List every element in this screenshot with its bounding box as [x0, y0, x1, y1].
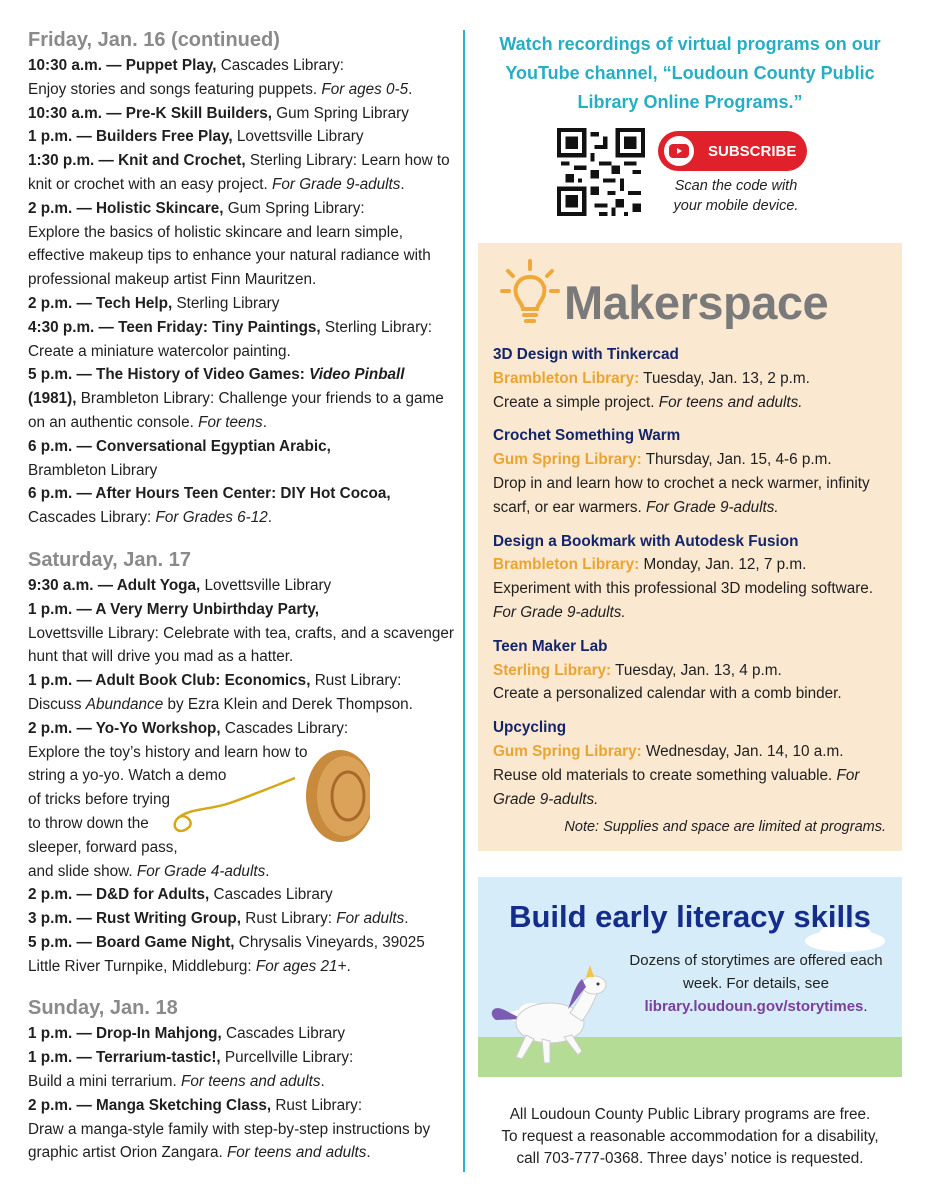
event-audience: For ages 0-5	[321, 80, 409, 98]
event-desc: Create a miniature watercolor painting.	[28, 342, 291, 360]
makerspace-audience: For teens and adults.	[658, 393, 803, 411]
footer-line: To request a reasonable accommodation for a disability,	[501, 1128, 879, 1145]
event-title: 3 p.m. — Rust Writing Group,	[28, 910, 242, 928]
footer-notice	[478, 1104, 902, 1170]
yoyo-line-2: string a yo-yo. Watch a demo	[28, 767, 227, 785]
punct: .	[366, 1144, 371, 1162]
event-title: 2 p.m. — D&D for Adults,	[28, 886, 210, 904]
punct: .	[408, 80, 413, 98]
makerspace-item	[493, 635, 893, 706]
event-place: Sterling Library: Learn how to knit or crochet with an easy project.	[28, 152, 450, 193]
event-place: Rust Library:	[241, 910, 337, 928]
event-title: 5 p.m. — The History of Video Games:	[28, 366, 310, 384]
yoyo-line-3: of tricks before trying	[28, 791, 170, 809]
event-audience: For Grade 9-adults	[272, 175, 401, 193]
event-title: 10:30 a.m. — Pre-K Skill Builders,	[28, 104, 272, 122]
makerspace-datetime: Tuesday, Jan. 13, 4 p.m.	[611, 661, 782, 679]
makerspace-item-desc	[493, 391, 893, 415]
makerspace-box	[478, 243, 902, 851]
event-title: 1 p.m. — Drop-In Mahjong,	[28, 1025, 222, 1043]
event-place: Lovettsville Library	[200, 576, 332, 594]
event-place: Purcellville Library:	[220, 1049, 354, 1067]
makerspace-datetime: Thursday, Jan. 15, 4-6 p.m.	[641, 451, 832, 469]
storytimes-link[interactable]: library.loudoun.gov/storytimes	[644, 998, 864, 1015]
event-place: Gum Spring Library:	[223, 199, 365, 217]
makerspace-item-title: Teen Maker Lab	[493, 637, 608, 655]
makerspace-item-title: 3D Design with Tinkercad	[493, 346, 679, 363]
punct: .	[267, 509, 273, 527]
makerspace-note: Note: Supplies and space are limited at programs.	[564, 819, 886, 835]
makerspace-item-title: Upcycling	[493, 719, 567, 737]
makerspace-item-desc	[493, 682, 893, 706]
makerspace-item-when	[493, 553, 893, 577]
makerspace-audience: For Grade 9-adults.	[493, 766, 860, 808]
makerspace-datetime: Wednesday, Jan. 14, 10 a.m.	[641, 742, 844, 760]
makerspace-title: Makerspace	[564, 276, 829, 329]
makerspace-item-when	[493, 659, 893, 683]
event-audience: For adults	[336, 910, 405, 928]
event-place: Cascades Library:	[216, 57, 344, 74]
event-item	[28, 598, 456, 669]
subscribe-button[interactable]	[658, 131, 807, 171]
makerspace-item	[493, 424, 893, 519]
makerspace-desc-text: Create a personalized calendar with a comb binder.	[493, 685, 842, 703]
makerspace-desc-text: Create a simple project.	[493, 393, 659, 411]
event-item	[28, 574, 456, 598]
punct: .	[262, 413, 267, 431]
event-item	[28, 1046, 456, 1094]
event-item	[28, 197, 456, 292]
saturday-heading: Saturday, Jan. 17	[28, 548, 192, 571]
event-audience: For teens	[198, 413, 263, 431]
makerspace-library: Gum Spring Library:	[493, 742, 642, 760]
makerspace-library: Brambleton Library:	[493, 556, 640, 574]
literacy-title: Build early literacy skills	[509, 899, 871, 934]
event-title: 1 p.m. — Adult Book Club: Economics,	[28, 672, 311, 690]
event-desc: Discuss	[28, 695, 86, 713]
event-item	[28, 292, 456, 316]
event-title-italic	[309, 366, 404, 383]
yoyo-line-1: Explore the toy’s history and learn how to	[28, 743, 308, 761]
punct: .	[400, 175, 405, 193]
youtube-icon	[664, 136, 694, 166]
makerspace-desc-text: Reuse old materials to create something valuable.	[493, 766, 837, 784]
footer-line: call 703-777-0368. Three days’ notice is requested.	[516, 1150, 864, 1167]
event-desc: Cascades Library:	[28, 509, 156, 527]
makerspace-library: Gum Spring Library:	[493, 451, 642, 469]
yoyo-line-6: and slide show.	[28, 862, 137, 880]
event-place: Cascades Library	[221, 1025, 346, 1043]
makerspace-item-desc	[493, 764, 893, 812]
makerspace-list	[493, 343, 893, 821]
column-divider	[463, 30, 465, 1172]
makerspace-library: Sterling Library:	[493, 661, 612, 679]
yoyo-image	[170, 748, 370, 868]
punct: .	[320, 1073, 325, 1091]
event-place: Gum Spring Library	[272, 104, 409, 122]
makerspace-item-title: Crochet Something Warm	[493, 427, 681, 445]
event-item	[28, 363, 456, 434]
makerspace-item-title: Design a Bookmark with Autodesk Fusion	[493, 532, 799, 550]
event-title: 2 p.m. — Holistic Skincare,	[28, 199, 224, 217]
event-item	[28, 102, 456, 126]
event-audience: Abundance	[85, 695, 164, 713]
makerspace-item-when	[493, 448, 893, 472]
unicorn-icon	[486, 965, 626, 1070]
event-title: 1 p.m. — Terrarium-tastic!,	[28, 1049, 221, 1067]
saturday-events	[28, 574, 456, 717]
makerspace-desc-text: Drop in and learn how to crochet a neck warmer, infinity scarf, or ear warmers.	[493, 474, 870, 516]
event-title: 1 p.m. — Builders Free Play,	[28, 128, 233, 146]
subscribe-label: SUBSCRIBE	[708, 142, 797, 160]
yoyo-line-4: to throw down the	[28, 814, 149, 832]
event-item	[28, 669, 456, 717]
literacy-box	[478, 877, 902, 1077]
friday-events	[28, 54, 456, 530]
event-item	[28, 907, 456, 931]
sunday-heading: Sunday, Jan. 18	[28, 997, 178, 1020]
makerspace-desc-text: Experiment with this professional 3D modeling software.	[493, 580, 874, 598]
events-column	[28, 26, 456, 1165]
punct: .	[404, 910, 409, 928]
friday-heading: Friday, Jan. 16 (continued)	[28, 29, 280, 51]
makerspace-item-when	[493, 367, 893, 391]
event-desc: Draw a manga-style family with step-by-step instructions by graphic artist Orion Zangara.	[28, 1120, 431, 1162]
event-place: Rust Library:	[310, 672, 402, 690]
event-item	[28, 883, 456, 907]
punct: by Ezra Klein and Derek Thompson.	[163, 695, 413, 713]
event-place: Chrysalis Vineyards, 39025 Little River Turnpike, Middleburg:	[28, 933, 425, 975]
event-title-cont: (1981),	[28, 390, 77, 408]
event-item	[28, 316, 456, 364]
makerspace-item	[493, 716, 893, 811]
makerspace-item-desc	[493, 577, 893, 625]
event-place: Rust Library:	[271, 1096, 363, 1114]
event-title: 2 p.m. — Manga Sketching Class,	[28, 1096, 272, 1114]
yoyo-event: 2 p.m. — Yo-Yo Workshop, Cascades Library: Explore the toy’s history and learn how to string a yo-yo. Watch a demo of tricks before trying to throw down the sleeper, forward pass, and slide show. For Grade 4-adults.	[28, 717, 456, 884]
makerspace-datetime: Monday, Jan. 12, 7 p.m.	[639, 556, 807, 574]
event-title: 9:30 a.m. — Adult Yoga,	[28, 576, 201, 594]
event-title: 1 p.m. — A Very Merry Unbirthday Party,	[28, 600, 320, 618]
makerspace-library: Brambleton Library:	[493, 369, 640, 387]
event-place: Lovettsville Library	[232, 128, 364, 146]
event-item	[28, 149, 456, 197]
event-desc: Lovettsville Library: Celebrate with tea, crafts, and a scavenger hunt that will drive you mad as a hatter.	[28, 624, 454, 666]
event-place: Sterling Library	[172, 294, 280, 312]
event-title: 6 p.m. — Conversational Egyptian Arabic,	[28, 437, 331, 455]
yoyo-title: 2 p.m. — Yo-Yo Workshop,	[28, 719, 221, 737]
saturday-events-more	[28, 883, 456, 978]
punct: .	[346, 957, 351, 975]
event-audience: For teens and adults	[226, 1144, 367, 1162]
event-title: 1:30 p.m. — Knit and Crochet,	[28, 152, 246, 170]
literacy-text: Dozens of storytimes are offered each week. For details, see library.loudoun.gov/storytimes.	[629, 952, 883, 1015]
event-item	[28, 931, 456, 979]
yoyo-audience: For Grade 4-adults	[136, 862, 266, 880]
event-desc: Brambleton Library	[28, 461, 158, 479]
event-place: Brambleton Library: Challenge your friends to a game on an authentic console.	[28, 390, 444, 431]
makerspace-audience: For Grade 9-adults.	[493, 603, 626, 621]
event-desc: Enjoy stories and songs featuring puppets.	[28, 80, 322, 98]
event-title-italic-text: Video Pinball	[309, 366, 405, 384]
lightbulb-icon	[500, 257, 560, 327]
makerspace-item-when	[493, 740, 893, 764]
event-audience: For teens and adults	[181, 1073, 321, 1091]
event-audience: For ages 21+	[255, 957, 347, 975]
event-place: Cascades Library	[209, 886, 333, 904]
event-item	[28, 125, 456, 149]
event-title: 6 p.m. — After Hours Teen Center: DIY Hot Cocoa,	[28, 485, 391, 503]
event-desc: Build a mini terrarium.	[28, 1073, 182, 1091]
makerspace-audience: For Grade 9-adults.	[646, 498, 779, 516]
makerspace-datetime: Tuesday, Jan. 13, 2 p.m.	[639, 369, 810, 387]
sunday-events	[28, 1022, 456, 1165]
footer-line: All Loudoun County Public Library programs are free.	[509, 1106, 871, 1123]
event-desc: Explore the basics of holistic skincare and learn simple, effective makeup tips to enhance your natural radiance with professional makeup artist Finn Mauritzen.	[28, 223, 431, 289]
event-place: Sterling Library:	[320, 318, 433, 336]
event-item	[28, 54, 456, 102]
qr-code-icon[interactable]	[557, 128, 645, 216]
event-audience: For Grades 6-12	[155, 509, 268, 527]
event-item	[28, 1094, 456, 1165]
makerspace-item	[493, 343, 893, 414]
event-item	[28, 435, 456, 483]
event-title: 10:30 a.m. — Puppet Play,	[28, 57, 217, 74]
event-title: 4:30 p.m. — Teen Friday: Tiny Paintings,	[28, 318, 321, 336]
scan-instructions: Scan the code with your mobile device.	[673, 178, 799, 214]
makerspace-item	[493, 530, 893, 625]
event-item	[28, 1022, 456, 1046]
event-title: 5 p.m. — Board Game Night,	[28, 933, 235, 951]
yoyo-place: Cascades Library:	[220, 719, 349, 737]
event-title: 2 p.m. — Tech Help,	[28, 294, 173, 312]
yoyo-line-5: sleeper, forward pass,	[28, 838, 178, 856]
youtube-heading: Watch recordings of virtual programs on our YouTube channel, “Loudoun County Public Library Online Programs.”	[499, 34, 881, 112]
makerspace-item-desc	[493, 472, 893, 520]
event-item	[28, 482, 456, 530]
